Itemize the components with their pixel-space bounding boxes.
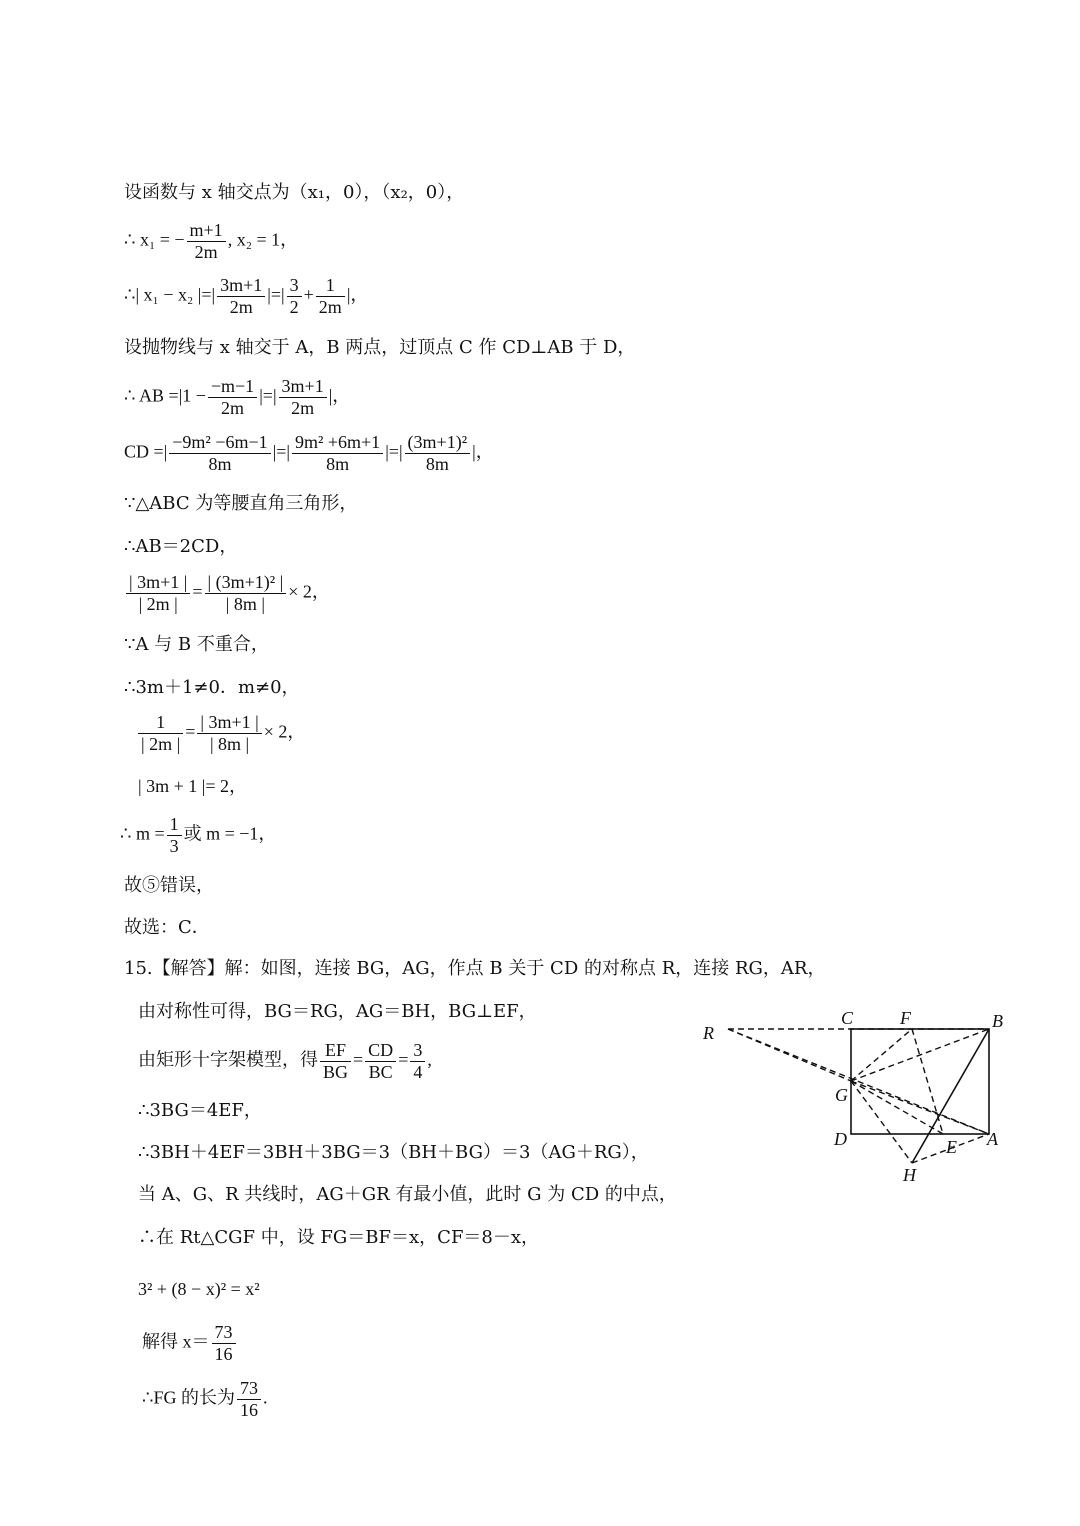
segment-GA — [851, 1081, 989, 1134]
label-F: F — [900, 1008, 911, 1028]
line-13: | 3m + 1 |= 2， — [138, 776, 248, 796]
label-A: A — [987, 1129, 998, 1149]
line-15: 故⑤错误， — [124, 875, 214, 896]
line-25: 解得 x＝ $\frac{73}{16}$ — [142, 1322, 238, 1364]
segment-GB — [851, 1029, 989, 1081]
line-20: ∴3BG＝4EF， — [138, 1100, 262, 1121]
line-4: 设抛物线与 x 轴交于 A，B 两点，过顶点 C 作 CD⊥AB 于 D， — [124, 337, 636, 358]
line-23: ∴在 Rt△CGF 中，设 FG＝BF＝x，CF＝8－x， — [138, 1227, 540, 1248]
line-7: ∵△ABC 为等腰直角三角形， — [124, 493, 358, 514]
line-24: 3² + (8 − x)² = x² — [138, 1279, 260, 1299]
label-B: B — [992, 1011, 1003, 1031]
segment-GF — [851, 1029, 912, 1081]
line-22: 当 A、G、R 共线时，AG＋GR 有最小值，此时 G 为 CD 的中点， — [138, 1184, 677, 1205]
line-26: ∴FG 的长为 $\frac{73}{16}$ . — [142, 1378, 268, 1420]
rectangle-ABCD — [851, 1029, 989, 1134]
line-11: ∴3m＋1≠0．m≠0， — [124, 677, 300, 698]
line-3: ∴| x₁ − x₂ |=| $\frac{3m+1}{2m}$ |=| $\frac{3}{2}$ + $\frac{1}{2m}$ |， — [124, 275, 369, 317]
label-D: D — [834, 1129, 847, 1149]
line-6: CD =| $\frac{\text{−9m² −6m−1}}{8m}$ |=| $\frac{\text{9m² +6m+1}}{8m}$ |=| $\frac{\text{(3m+1)²}}{8m}$ |， — [124, 432, 494, 474]
geometry-figure — [700, 1005, 1020, 1190]
label-C: C — [841, 1008, 854, 1028]
line-19: 由矩形十字架模型，得 $\frac{EF}{BG}$ = $\frac{CD}{BC}$ = $\frac{3}{4}$ , — [138, 1040, 432, 1082]
line-18: 由对称性可得，BG＝RG，AG＝BH，BG⊥EF， — [138, 1001, 537, 1022]
label-H: H — [903, 1165, 916, 1185]
label-E: E — [946, 1137, 957, 1157]
line-2: ∴ x₁ = − $\frac{m+1}{2m}$ , x₂ = 1， — [124, 220, 299, 262]
line-16: 故选：C． — [124, 917, 210, 938]
line-1: 设函数与 x 轴交点为（x₁，0），（x₂，0）， — [124, 182, 465, 203]
line-8: ∴AB＝2CD， — [124, 536, 238, 557]
line-17: 15.【解答】解：如图，连接 BG，AG，作点 B 关于 CD 的对称点 R，连接 RG，AR， — [124, 958, 826, 979]
line-21: ∴3BH＋4EF＝3BH＋3BG＝3（BH＋BG）＝3（AG＋RG）， — [138, 1142, 649, 1163]
line-9: $\frac{| 3m+1 |}{| 2m |}$ = $\frac{\text{| (3m+1)² |}}{| 8m |}$ × 2， — [124, 572, 330, 614]
line-12: $\frac{1}{| 2m |}$ = $\frac{| 3m+1 |}{| 8m |}$ × 2， — [136, 712, 305, 754]
line-5: ∴ AB =|1 − $\frac{-m-1}{2m}$ |=| $\frac{3m+1}{2m}$ |， — [124, 376, 351, 418]
line-10: ∵A 与 B 不重合， — [124, 634, 269, 655]
line-14: ∴ m = $\frac{1}{3}$ 或 m = −1， — [120, 814, 277, 856]
label-G: G — [835, 1085, 848, 1105]
fraction: $\frac{m+1}{2m}$ — [187, 220, 226, 262]
label-R: R — [703, 1023, 714, 1043]
